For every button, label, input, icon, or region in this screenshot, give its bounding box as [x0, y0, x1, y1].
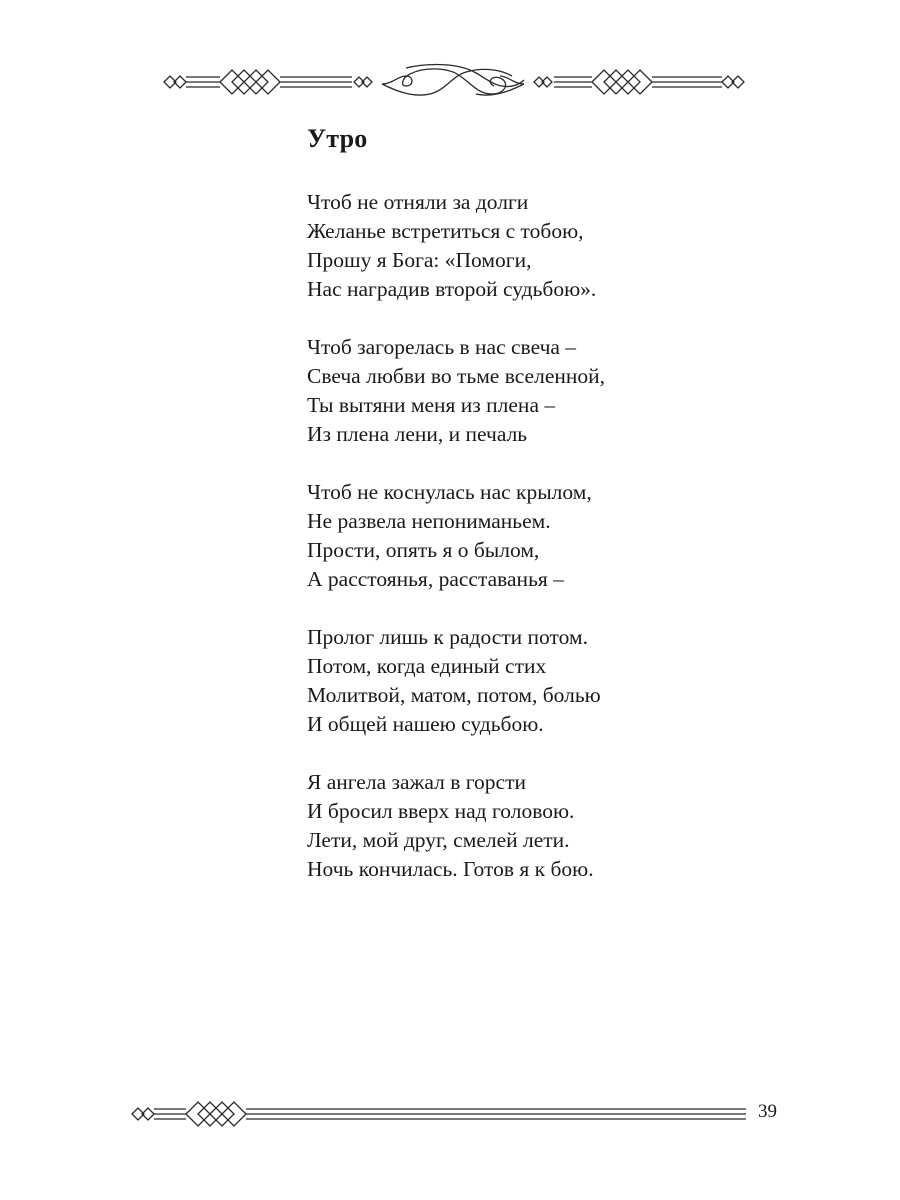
poem-line: Молитвой, матом, потом, болью [307, 683, 601, 707]
stanza [307, 768, 727, 884]
poem-line: И бросил вверх над головою. [307, 799, 575, 823]
poem-line: Свеча любви во тьме вселенной, [307, 364, 606, 388]
poem-line: Прости, опять я о былом, [307, 538, 540, 562]
poem-line: Чтоб загорелась в нас свеча – [307, 335, 577, 359]
poem-line: Не развела непониманьем. [307, 509, 551, 533]
poem-line: Чтоб не коснулась нас крылом, [307, 480, 592, 504]
stanza [307, 333, 727, 449]
poem-line: Лети, мой друг, смелей лети. [307, 828, 570, 852]
page-number: 39 [758, 1101, 777, 1122]
poem-line: Нас наградив второй судьбою». [307, 277, 597, 301]
poem-line: Прошу я Бога: «Помоги, [307, 248, 532, 272]
stanza [307, 623, 727, 739]
poem-line: Я ангела зажал в горсти [307, 770, 526, 794]
poem-line: И общей нашею судьбою. [307, 712, 544, 736]
poem-line: Из плена лени, и печаль [307, 422, 528, 446]
poem-line: Желанье встретиться с тобою, [307, 219, 584, 243]
poem-line: А расстоянья, расставанья – [307, 567, 564, 591]
stanza [307, 478, 727, 594]
poem-line: Чтоб не отняли за долги [307, 190, 529, 214]
poem-line: Потом, когда единый стих [307, 654, 547, 678]
poem-line: Ты вытяни меня из плена – [307, 393, 556, 417]
poem-line: Ночь кончилась. Готов я к бою. [307, 857, 594, 881]
poem-title: Утро [307, 124, 368, 153]
stanza [307, 188, 727, 304]
flourish-divider-icon [160, 54, 746, 112]
poem-body [307, 188, 727, 913]
poem-line: Пролог лишь к радости потом. [307, 625, 588, 649]
knot-rule-icon [128, 1096, 748, 1132]
